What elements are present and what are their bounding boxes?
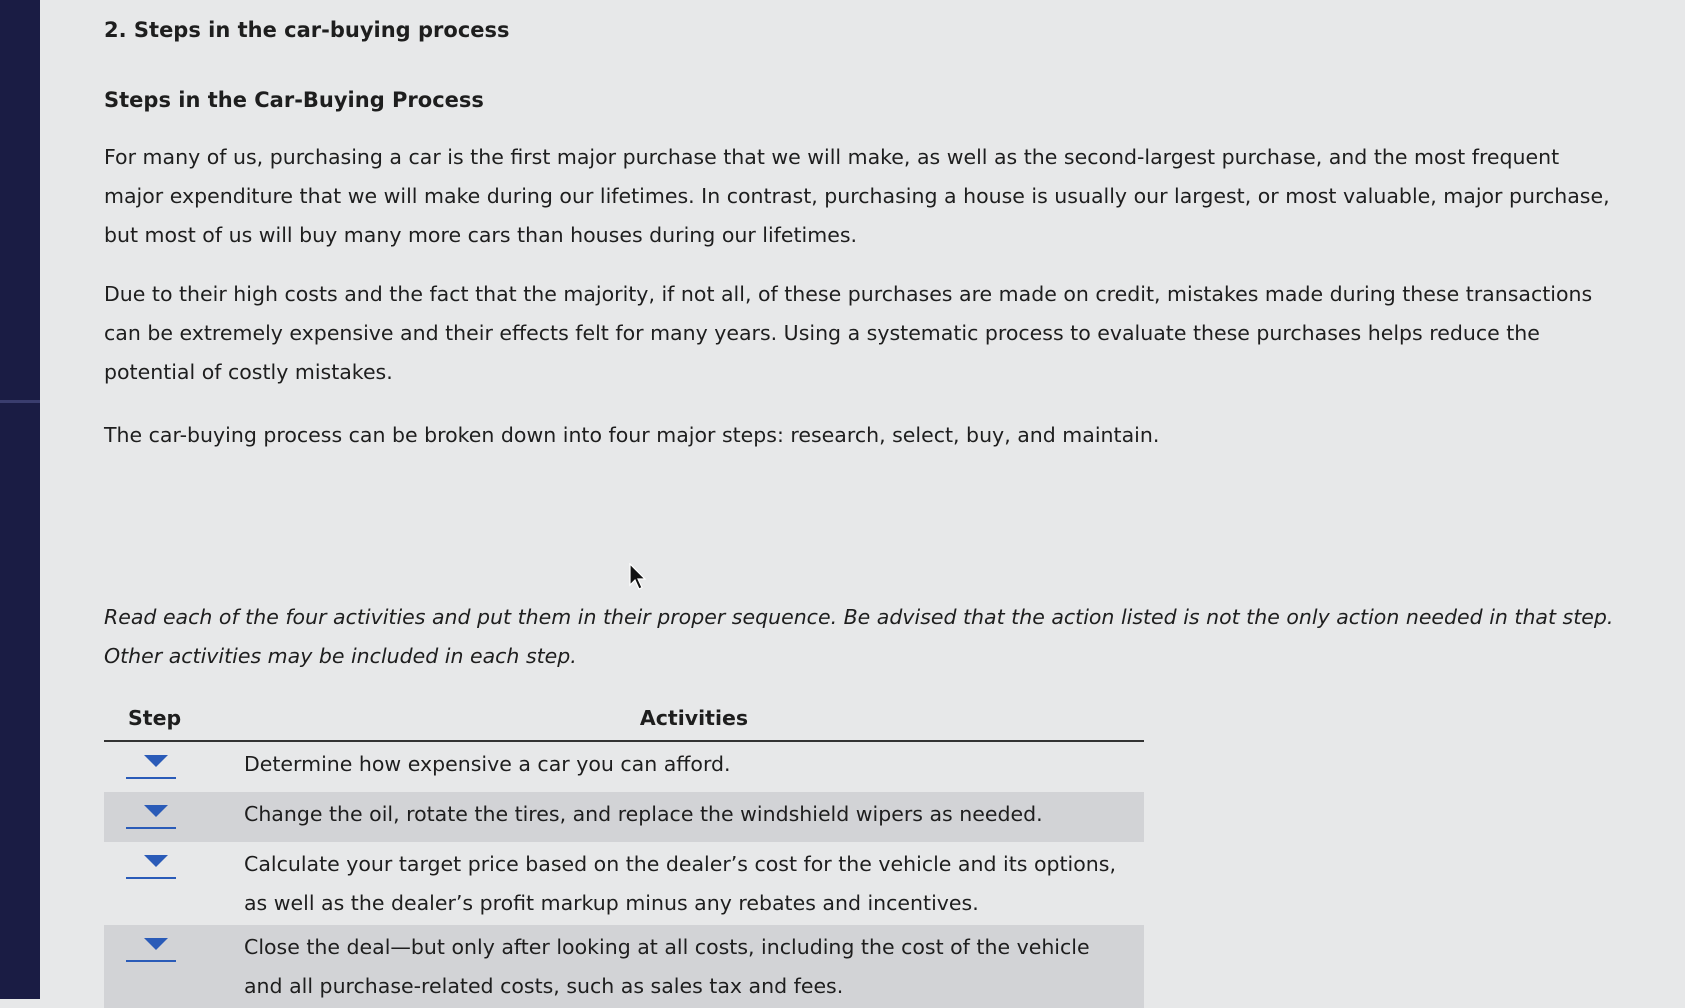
activity-text: Close the deal—but only after looking at all costs, including the cost of the vehicle and all purchase-related costs, such as sales tax and fees. — [244, 925, 1144, 1008]
chevron-down-icon — [144, 855, 168, 867]
table-row — [104, 792, 1144, 842]
steps-table — [104, 696, 1144, 1008]
mouse-pointer-icon — [628, 563, 648, 591]
activities-column-header: Activities — [244, 696, 1144, 741]
step-select-4[interactable] — [126, 930, 176, 962]
table-row — [104, 925, 1144, 1008]
chevron-down-icon — [144, 755, 168, 767]
activity-text: Change the oil, rotate the tires, and replace the windshield wipers as needed. — [244, 792, 1144, 842]
step-select-3[interactable] — [126, 847, 176, 879]
chevron-down-icon — [144, 805, 168, 817]
section-title: Steps in the Car-Buying Process — [104, 88, 484, 112]
step-select-1[interactable] — [126, 747, 176, 779]
table-header-row — [104, 696, 1144, 741]
question-content — [104, 18, 1624, 1008]
step-cell — [104, 792, 244, 842]
step-cell — [104, 741, 244, 792]
activity-text: Calculate your target price based on the dealer’s cost for the vehicle and its options, as well as the dealer’s profit markup minus any rebates and incentives. — [244, 852, 1116, 915]
activity-text: Determine how expensive a car you can afford. — [244, 752, 731, 776]
step-column-header: Step — [104, 696, 244, 741]
instructions-text: Read each of the four activities and put them in their proper sequence. Be advised that the action listed is not the only action needed in that step. Other activities may be included in each step. — [104, 605, 1614, 668]
step-select-2[interactable] — [126, 797, 176, 829]
step-cell — [104, 842, 244, 925]
table-row — [104, 842, 1144, 925]
left-sidebar — [0, 0, 40, 999]
step-cell — [104, 925, 244, 1008]
costs-paragraph: Due to their high costs and the fact that the majority, if not all, of these purchases are made on credit, mistakes made during these transactions can be extremely expensive and their effects felt for many years. Using a systematic process to evaluate these purchases helps reduce the potential of costly mistakes. — [104, 282, 1593, 384]
table-row — [104, 741, 1144, 792]
intro-paragraph: For many of us, purchasing a car is the first major purchase that we will make, as well as the second-largest purchase, and the most frequent major expenditure that we will make during our lifetimes. In contrast, purchasing a house is usually our largest, or most valuable, major purchase, but most of us will buy many more cars than houses during our lifetimes. — [104, 145, 1610, 247]
question-title: 2. Steps in the car-buying process — [104, 18, 510, 42]
steps-paragraph: The car-buying process can be broken down into four major steps: research, select, buy, and maintain. — [104, 423, 1160, 447]
sidebar-divider — [0, 400, 40, 403]
chevron-down-icon — [144, 938, 168, 950]
